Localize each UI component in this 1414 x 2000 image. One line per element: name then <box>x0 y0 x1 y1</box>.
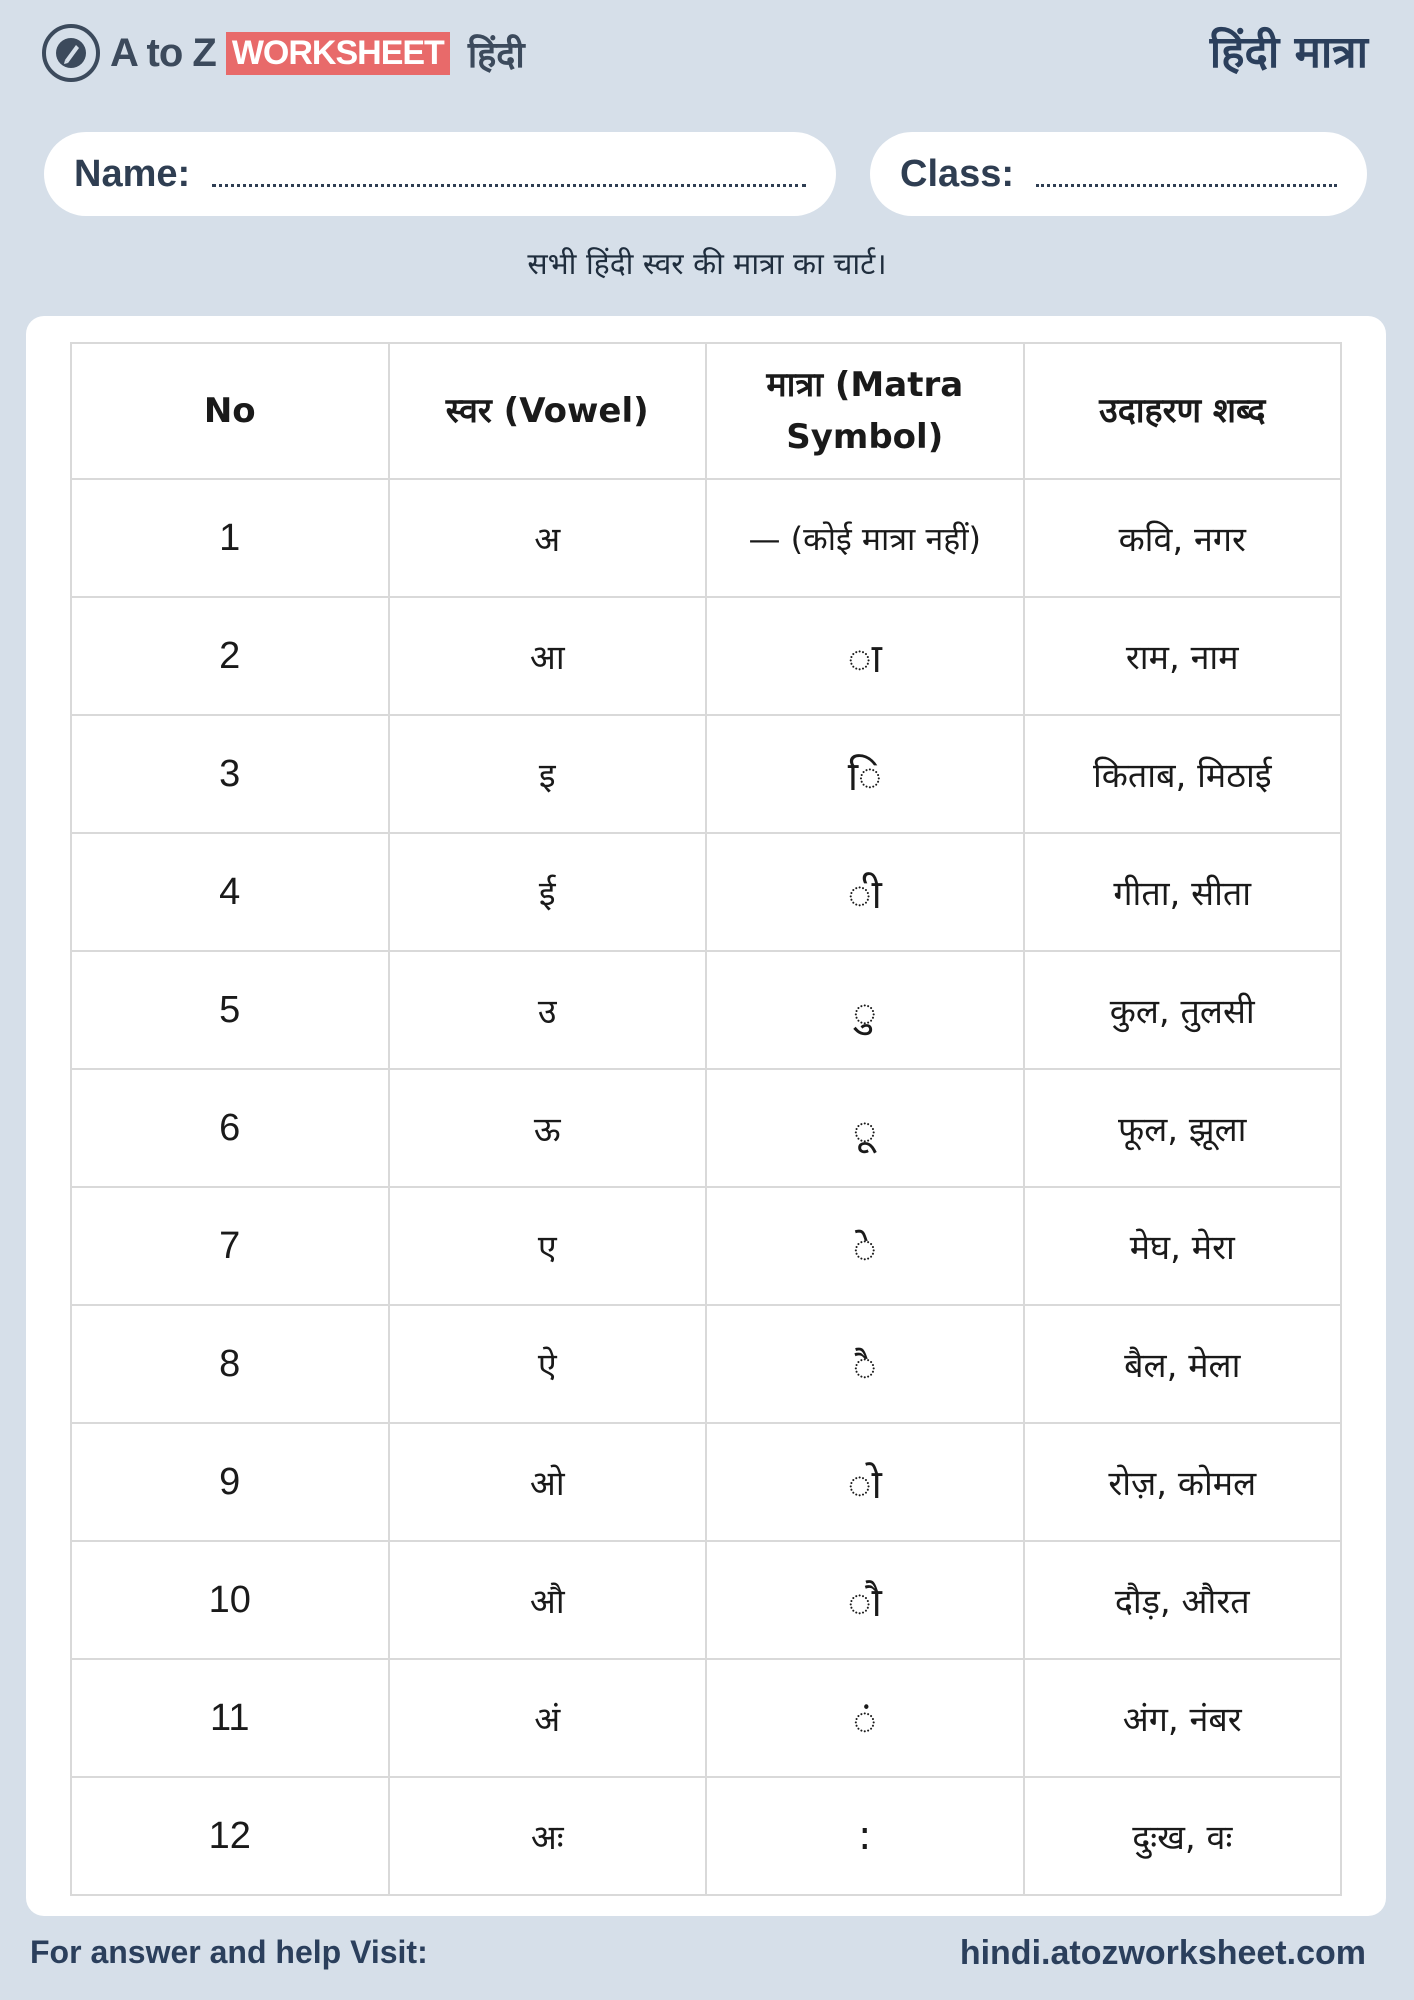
row-number: 1 <box>71 479 389 597</box>
row-vowel: इ <box>389 715 707 833</box>
row-number: 8 <box>71 1305 389 1423</box>
table-row <box>71 833 1341 951</box>
table-header-row <box>71 343 1341 479</box>
pen-icon <box>42 24 100 82</box>
row-example: अंग, नंबर <box>1024 1659 1342 1777</box>
table-row <box>71 1423 1341 1541</box>
table-row <box>71 1541 1341 1659</box>
logo-text: A to Z <box>110 30 216 75</box>
row-matra: ू <box>706 1069 1024 1187</box>
row-example: रोज़, कोमल <box>1024 1423 1342 1541</box>
row-example: बैल, मेला <box>1024 1305 1342 1423</box>
logo-box: WORKSHEET <box>226 32 450 75</box>
table-row <box>71 479 1341 597</box>
row-matra: ी <box>706 833 1024 951</box>
row-matra: : <box>706 1777 1024 1895</box>
class-line[interactable] <box>1036 184 1337 187</box>
row-matra: — (कोई मात्रा नहीं) <box>706 479 1024 597</box>
row-number: 12 <box>71 1777 389 1895</box>
row-example: राम, नाम <box>1024 597 1342 715</box>
table-row <box>71 597 1341 715</box>
row-matra: ु <box>706 951 1024 1069</box>
row-matra: ा <box>706 597 1024 715</box>
table-row <box>71 1069 1341 1187</box>
row-example: मेघ, मेरा <box>1024 1187 1342 1305</box>
row-vowel: अं <box>389 1659 707 1777</box>
row-vowel: अ <box>389 479 707 597</box>
header <box>42 20 1368 90</box>
row-matra: ौ <box>706 1541 1024 1659</box>
row-example: फूल, झूला <box>1024 1069 1342 1187</box>
row-example: कवि, नगर <box>1024 479 1342 597</box>
row-example: किताब, मिठाई <box>1024 715 1342 833</box>
table-row <box>71 1187 1341 1305</box>
row-example: दौड़, औरत <box>1024 1541 1342 1659</box>
header-matra: मात्रा (Matra Symbol) <box>706 343 1024 479</box>
row-matra: ं <box>706 1659 1024 1777</box>
footer-url-link[interactable]: hindi.atozworksheet.com <box>959 1934 1366 1972</box>
row-example: कुल, तुलसी <box>1024 951 1342 1069</box>
row-number: 5 <box>71 951 389 1069</box>
page-title: हिंदी मात्रा <box>1209 27 1368 78</box>
row-number: 11 <box>71 1659 389 1777</box>
header-vowel: स्वर (Vowel) <box>389 343 707 479</box>
row-number: 2 <box>71 597 389 715</box>
table-row <box>71 951 1341 1069</box>
row-vowel: औ <box>389 1541 707 1659</box>
table-row <box>71 1659 1341 1777</box>
name-line[interactable] <box>212 184 806 187</box>
row-matra: ो <box>706 1423 1024 1541</box>
row-vowel: ओ <box>389 1423 707 1541</box>
header-example: उदाहरण शब्द <box>1024 343 1342 479</box>
class-field[interactable] <box>870 132 1367 216</box>
row-vowel: आ <box>389 597 707 715</box>
row-vowel: ऐ <box>389 1305 707 1423</box>
class-label: Class: <box>900 152 1015 195</box>
logo-hindi: हिंदी <box>467 34 525 76</box>
header-no: No <box>71 343 389 479</box>
row-example: गीता, सीता <box>1024 833 1342 951</box>
row-number: 7 <box>71 1187 389 1305</box>
name-field[interactable] <box>44 132 836 216</box>
row-number: 6 <box>71 1069 389 1187</box>
row-number: 4 <box>71 833 389 951</box>
table-row <box>71 715 1341 833</box>
row-vowel: ए <box>389 1187 707 1305</box>
table-row <box>71 1305 1341 1423</box>
row-matra: ै <box>706 1305 1024 1423</box>
row-vowel: ऊ <box>389 1069 707 1187</box>
matra-table <box>70 342 1342 1896</box>
site-logo[interactable] <box>42 24 525 82</box>
chart-card <box>26 316 1386 1916</box>
footer-help-text: For answer and help Visit: <box>30 1934 428 1970</box>
row-vowel: उ <box>389 951 707 1069</box>
row-number: 9 <box>71 1423 389 1541</box>
row-number: 3 <box>71 715 389 833</box>
row-vowel: ई <box>389 833 707 951</box>
row-example: दुःख, वः <box>1024 1777 1342 1895</box>
row-matra: ि <box>706 715 1024 833</box>
table-row <box>71 1777 1341 1895</box>
name-label: Name: <box>74 152 191 195</box>
row-vowel: अः <box>389 1777 707 1895</box>
subtitle: सभी हिंदी स्वर की मात्रा का चार्ट। <box>527 247 887 282</box>
row-number: 10 <box>71 1541 389 1659</box>
row-matra: े <box>706 1187 1024 1305</box>
